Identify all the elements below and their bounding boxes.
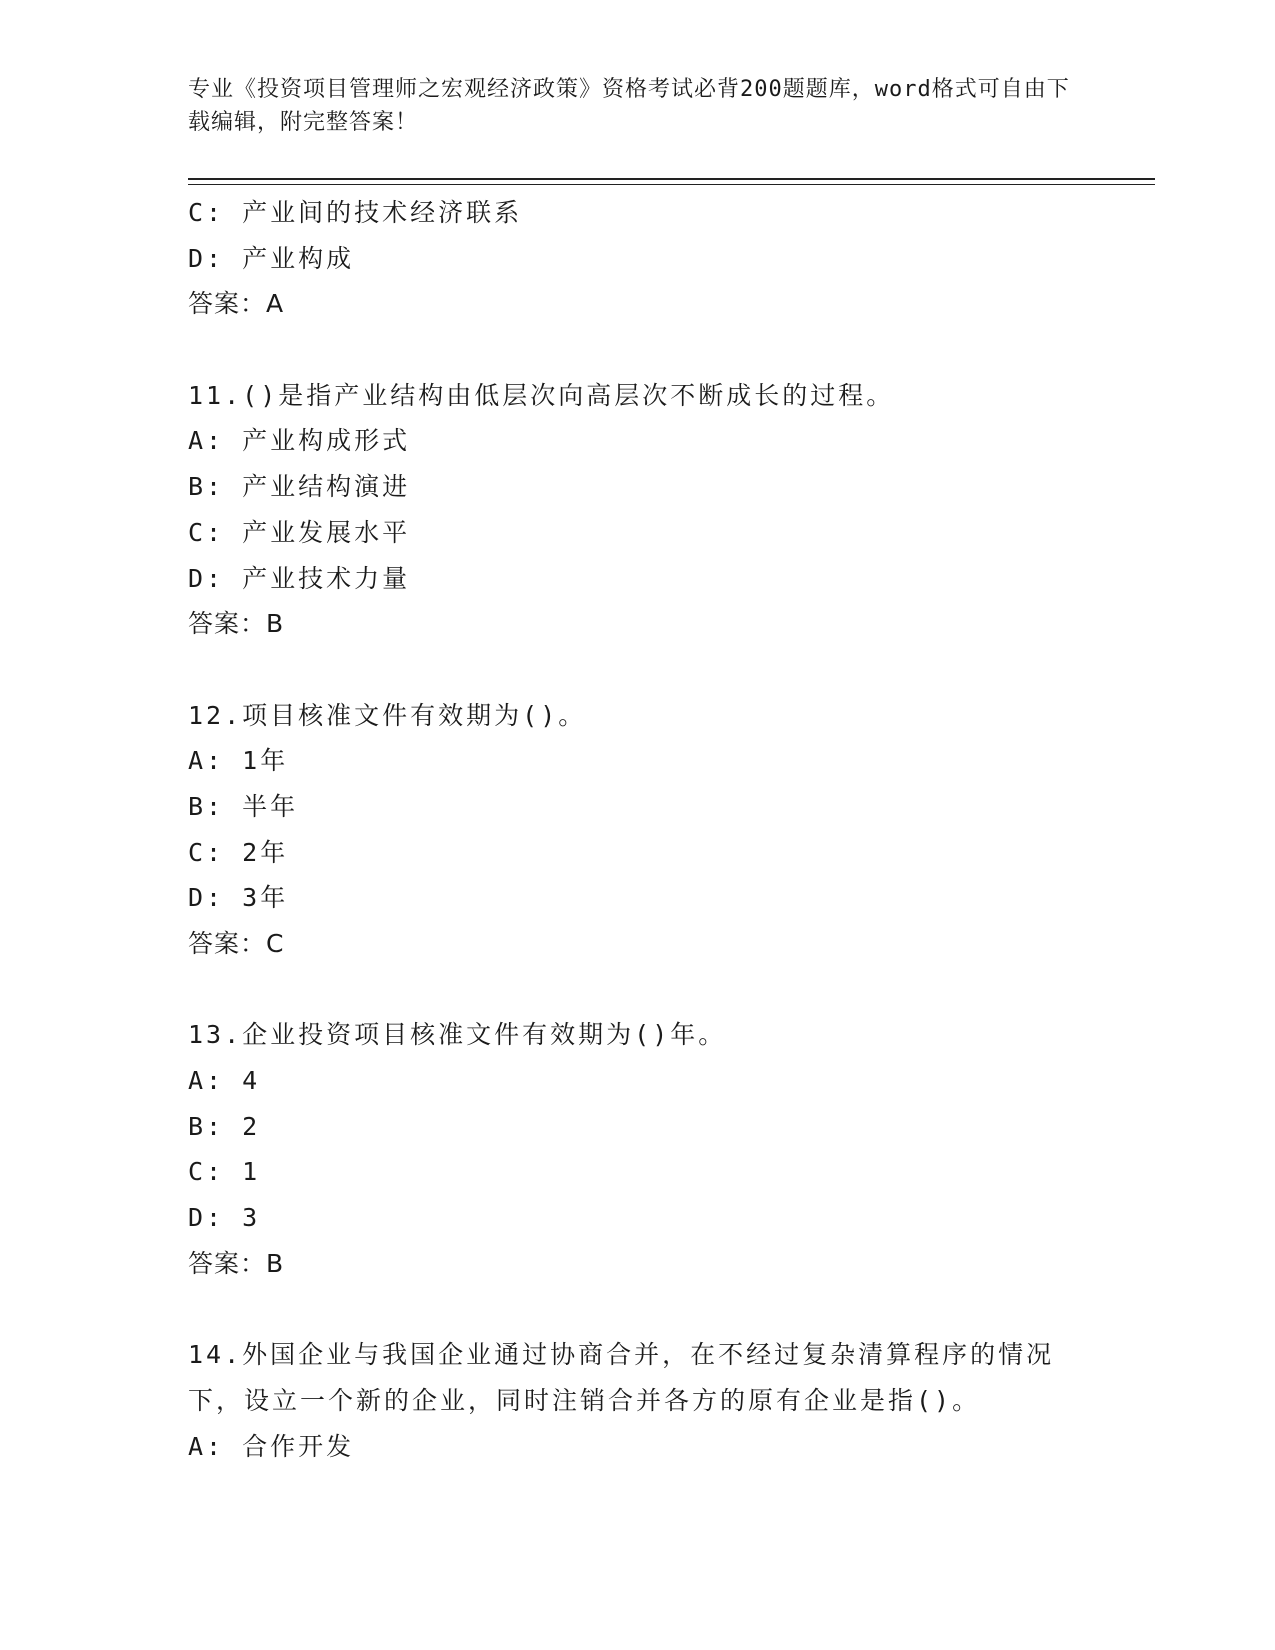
question-stem: 11.()是指产业结构由低层次向高层次不断成长的过程。 — [188, 380, 895, 410]
question-block-12 — [188, 693, 1088, 967]
spacer — [188, 327, 1088, 373]
option-a: A: 4 — [188, 1066, 261, 1096]
question-block-14 — [188, 1332, 1088, 1469]
option-d: D: 产业技术力量 — [188, 563, 411, 593]
question-block-11 — [188, 373, 1088, 647]
spacer — [188, 967, 1088, 1013]
option-a: A: 合作开发 — [188, 1431, 355, 1461]
option-c: C: 产业发展水平 — [188, 517, 411, 547]
document-header: 专业《投资项目管理师之宏观经济政策》资格考试必背200题题库，word格式可自由下载编辑，附完整答案！ — [188, 77, 1070, 135]
answer-line: 答案：A — [188, 289, 285, 319]
option-c: C: 1 — [188, 1157, 261, 1187]
option-b: B: 2 — [188, 1111, 261, 1141]
answer-line: 答案：B — [188, 609, 285, 639]
option-a: A: 1年 — [188, 746, 289, 776]
question-stem: 13.企业投资项目核准文件有效期为()年。 — [188, 1020, 727, 1050]
spacer — [188, 1287, 1088, 1333]
option-d: D: 3年 — [188, 883, 289, 913]
option-b: B: 半年 — [188, 791, 299, 821]
option-d: D: 产业构成 — [188, 243, 355, 273]
question-stem: 14.外国企业与我国企业通过协商合并，在不经过复杂清算程序的情况下，设立一个新的企业，同时注销合并各方的原有企业是指()。 — [188, 1340, 1055, 1415]
question-stem: 12.项目核准文件有效期为()。 — [188, 700, 587, 730]
option-c: C: 产业间的技术经济联系 — [188, 198, 523, 227]
header-divider-thick — [188, 178, 1155, 180]
answer-line: 答案：B — [188, 1248, 285, 1278]
spacer — [188, 647, 1088, 693]
question-block-13 — [188, 1012, 1088, 1286]
question-block-prev — [188, 190, 1088, 327]
option-c: C: 2年 — [188, 837, 289, 867]
option-a: A: 产业构成形式 — [188, 426, 411, 456]
option-d: D: 3 — [188, 1203, 261, 1233]
option-b: B: 产业结构演进 — [188, 472, 411, 502]
header-divider-thin — [188, 184, 1155, 185]
document-content — [188, 190, 1088, 1469]
answer-line: 答案：C — [188, 929, 285, 958]
